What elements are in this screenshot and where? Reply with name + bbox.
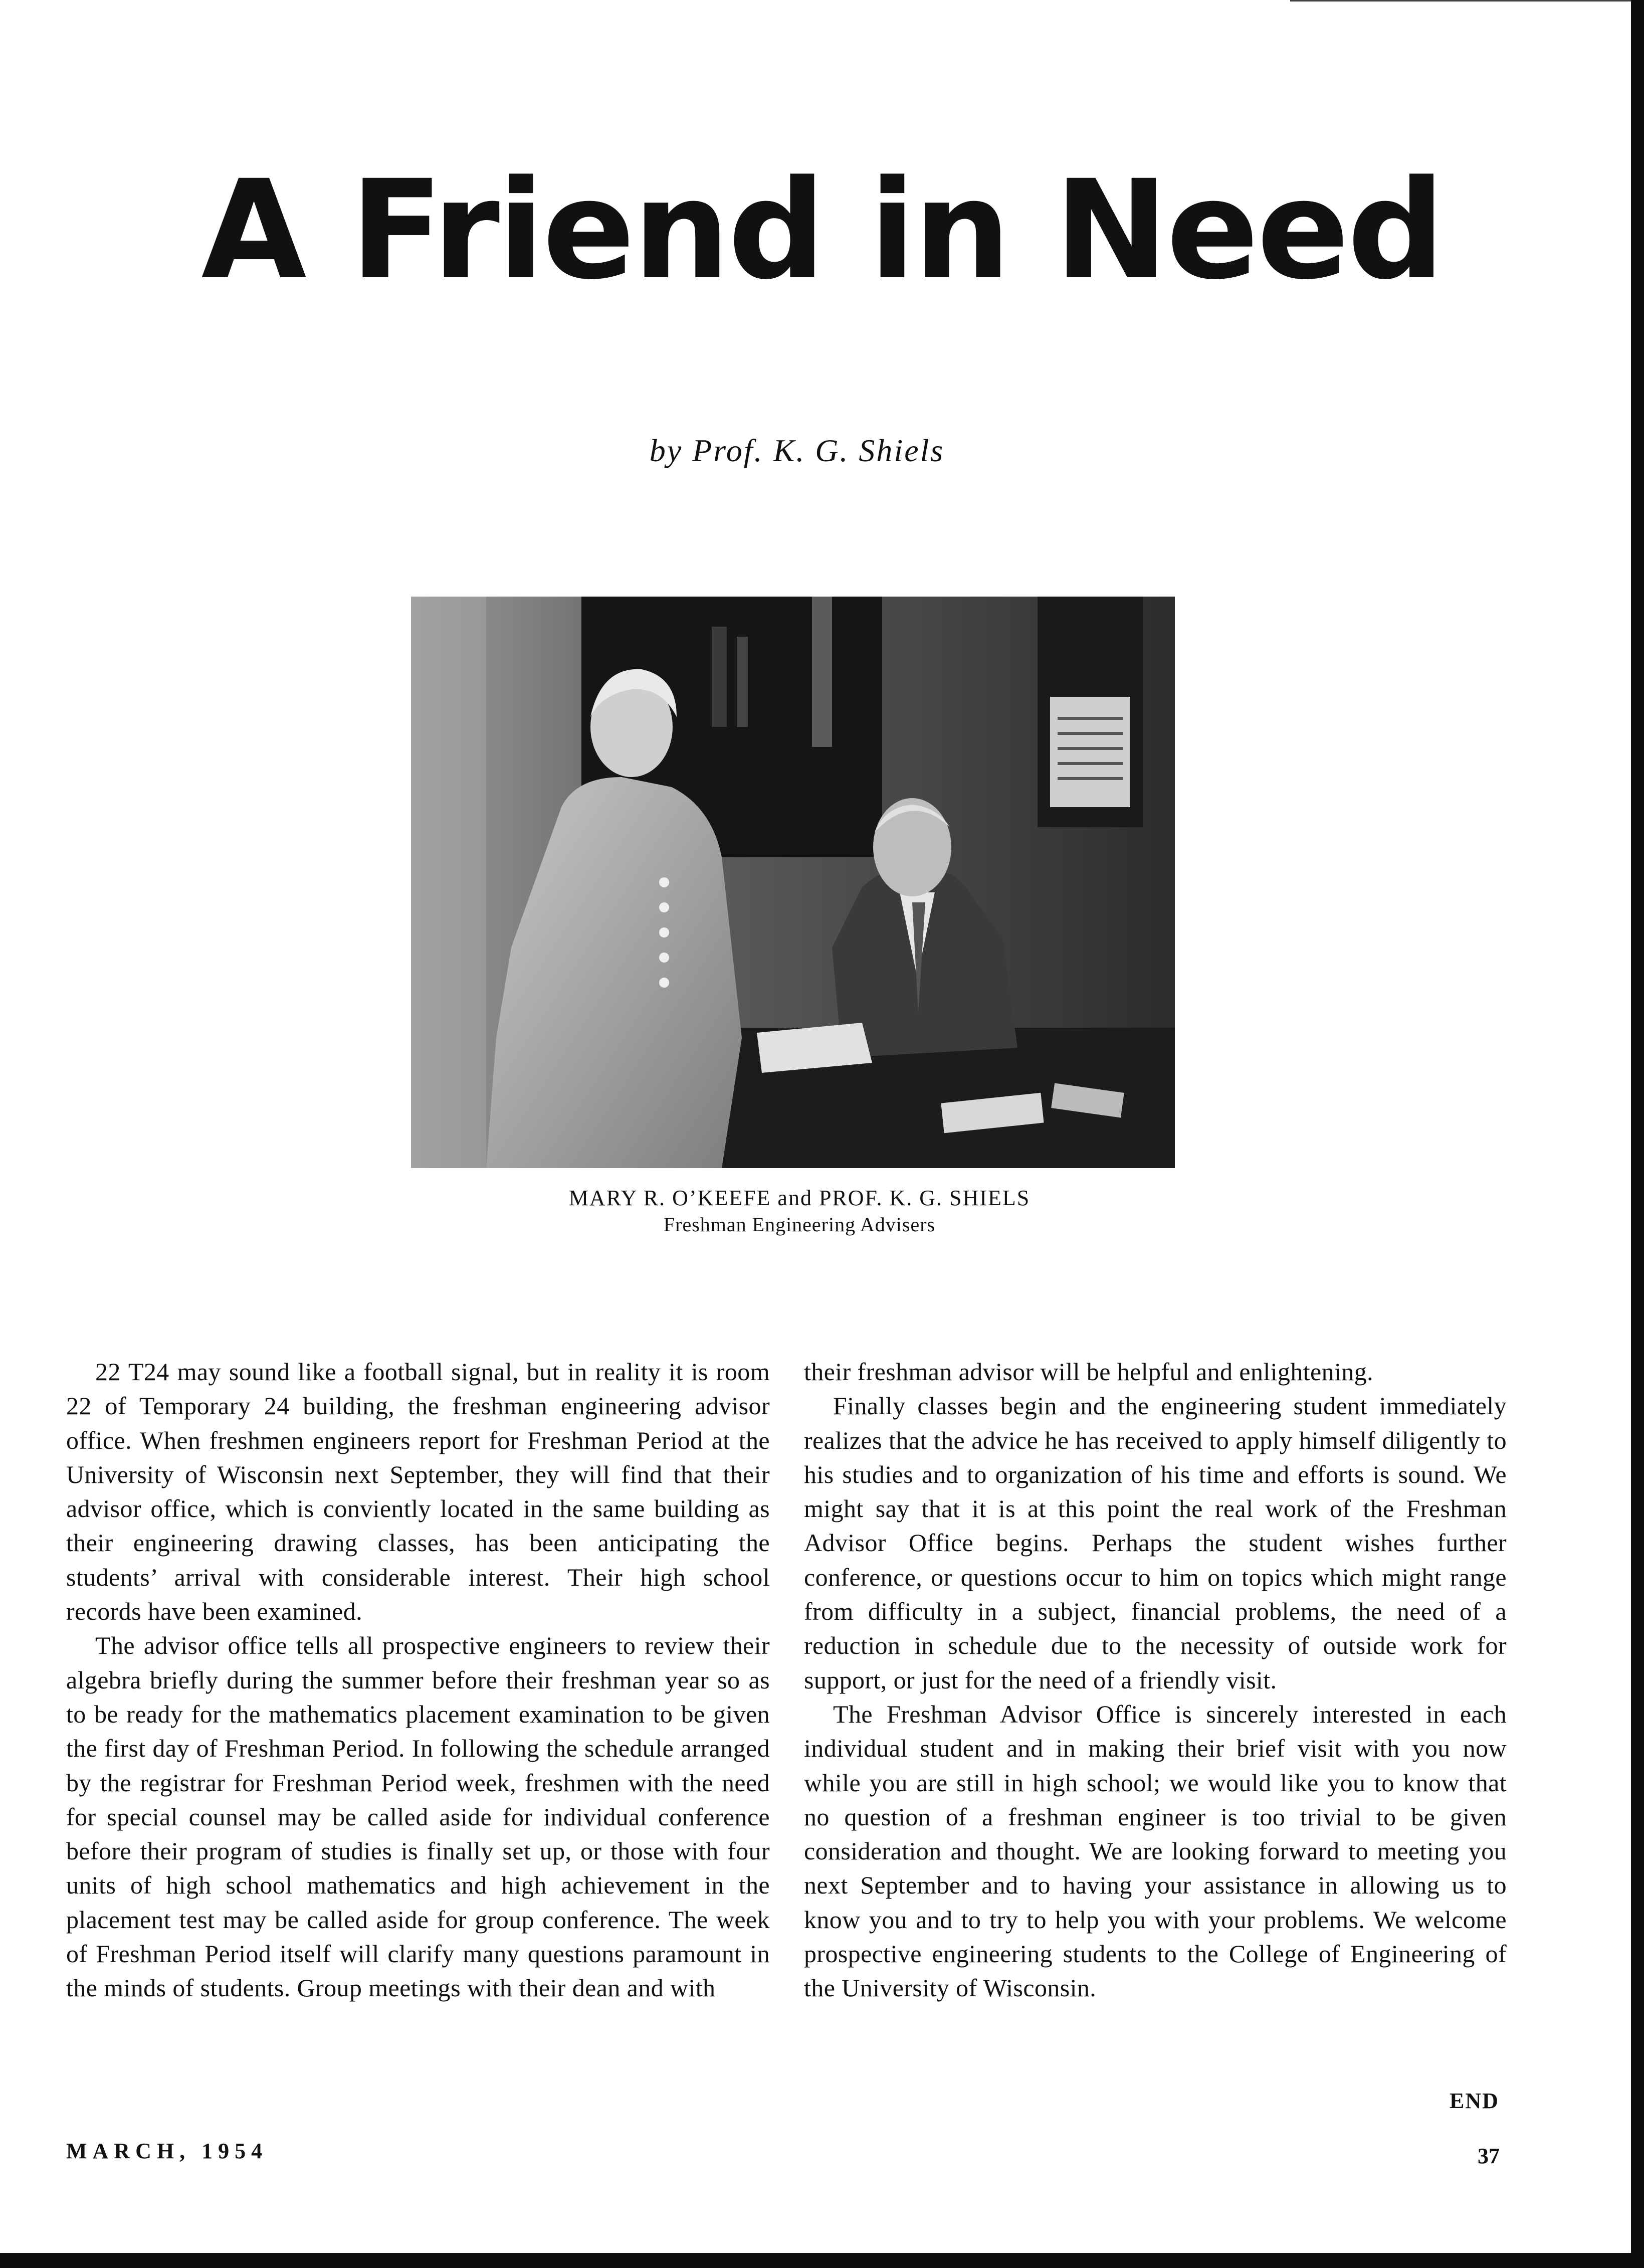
advisers-photo	[411, 597, 1175, 1168]
paragraph: Finally classes begin and the engineering student immediately realizes that the advice he has received to apply himself diligently to his studies and to organization of his time and efforts is sound. We might say that it is at this point the real work of the Freshman Advisor Office begins. Perhaps the student wishes further conference, or questions occur to him on topics which might range from difficulty in a subject, financial problems, the need of a reduction in schedule due to the necessity of outside work for support, or just for the need of a friendly visit.	[804, 1392, 1507, 1694]
page-number: 37	[1478, 2144, 1500, 2168]
body-column-left	[66, 1355, 770, 2005]
photo-caption	[0, 1184, 1599, 1237]
paragraph: The Freshman Advisor Office is sincerely interested in each individual student and in making their brief visit with you now while you are still in high school; we would like you to know that no question of a freshman engineer is too trivial to be given consideration and thought. We are looking forward to meeting you next September and to having your assistance in allowing us to know you and to try to help you with your problems. We welcome prospective engineering students to the College of Engineering of the University of Wisconsin.	[804, 1699, 1507, 2002]
article-byline: by Prof. K. G. Shiels	[649, 433, 945, 468]
paragraph: 22 T24 may sound like a football signal, but in reality it is room 22 of Temporary 24 building, the freshman engineering advisor office. When freshmen engineers report for Freshman Period at the University of Wisconsin next September, they will find that their advisor office, which is conviently located in the same building as their engineering drawing classes, has been anticipating the students’ arrival with considerable interest. Their high school records have been examined.	[66, 1358, 770, 1626]
scan-edge-bottom	[0, 2253, 1644, 2268]
body-column-right	[804, 1355, 1507, 2005]
photo-illustration	[411, 597, 1175, 1168]
paragraph: their freshman advisor will be helpful and enlightening.	[804, 1358, 1373, 1386]
caption-role: Freshman Engineering Advisers	[663, 1213, 936, 1236]
paragraph: The advisor office tells all prospective engineers to review their algebra briefly during the summer before their freshman year so as to be ready for the mathematics placement examination to be given the first day of Freshman Period. In following the schedule arranged by the registrar for Freshman Period week, freshmen with the need for special counsel may be called aside for individual conference before their program of studies is finally set up, or those with four units of high school mathematics and high achievement in the placement test may be called aside for group conference. The week of Freshman Period itself will clarify many questions paramount in the minds of students. Group meetings with their dean and with	[66, 1631, 770, 2002]
article-title: A Friend in Need	[201, 151, 1443, 310]
scan-edge-right	[1631, 0, 1644, 2268]
end-mark: END	[1450, 2089, 1499, 2113]
issue-date: MARCH, 1954	[66, 2139, 268, 2163]
caption-names: MARY R. O’KEEFE and PROF. K. G. SHIELS	[568, 1186, 1031, 1210]
scan-edge-top	[1290, 0, 1631, 2]
